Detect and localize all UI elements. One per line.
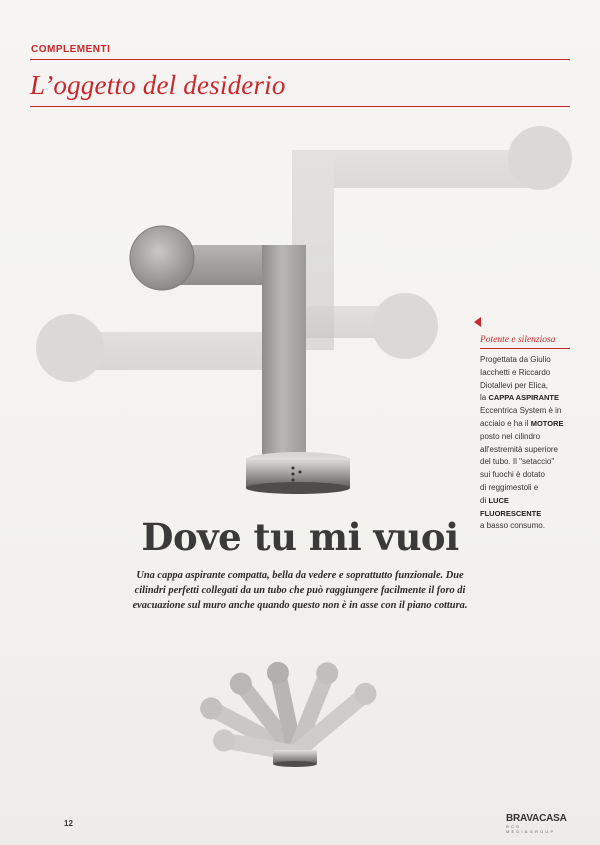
caption-line-emphasis: CAPPA ASPIRANTE	[488, 393, 560, 403]
caption-line	[480, 456, 570, 469]
caption-line-emphasis: MOTORE	[530, 418, 564, 428]
caption-line	[480, 482, 570, 495]
page-number: 12	[64, 819, 73, 828]
caption-line	[480, 367, 570, 380]
hood-base-cylinder	[246, 452, 350, 494]
caption-title: Potente e silenziosa	[480, 335, 556, 345]
positions-photo	[195, 635, 395, 775]
caption-line	[480, 405, 570, 418]
caption-line-text: Eccentrica System è in	[480, 406, 562, 416]
caption-line-text: a basso consumo.	[480, 521, 545, 531]
caption-line-text: Diotallevi per Elica,	[480, 380, 549, 390]
caret-left-icon	[474, 317, 482, 327]
caption-line-text: Iacchetti e Riccardo	[480, 367, 551, 377]
ghost-arm-left	[36, 314, 295, 382]
caption-line-text: posto nel cilindro	[480, 431, 541, 441]
page-headline: L’oggetto del desiderio	[30, 70, 286, 100]
section-label: COMPLEMENTI	[31, 44, 111, 55]
section-divider	[30, 59, 570, 60]
brand-subtitle: RCS MEDIAGROUP	[506, 824, 556, 834]
headline-divider	[30, 106, 570, 107]
caption-divider	[480, 348, 570, 349]
caption-line	[480, 380, 570, 393]
caption-line	[480, 469, 570, 482]
caption-line-text: di reggimestoli e	[480, 482, 539, 492]
caption-line-text: all'estremità superiore	[480, 444, 559, 454]
caption-line-text: acciaio e ha il	[480, 418, 531, 428]
caption-line-text: Progettata da Giulio	[480, 355, 551, 364]
caption-line-text: di	[480, 495, 489, 505]
caption-line	[480, 354, 570, 367]
caption-line-emphasis: LUCE FLUORESCENTE	[480, 495, 542, 518]
article-deck: Una cappa aspirante compatta, bella da vedere e soprattutto funzionale. Due cilindri perfetti collegati da un tubo che può raggiungere facilmente il foro di evacuazione sul muro anche quando questo non è in asse con il piano cottura.	[132, 570, 468, 611]
caption-line	[480, 444, 570, 457]
caption-line	[480, 431, 570, 444]
caption-line-text: la	[480, 393, 489, 403]
caption-line	[480, 418, 570, 431]
caption-line	[480, 392, 570, 405]
product-caption	[478, 318, 570, 533]
caption-line-text: del tubo. Il "setaccio"	[480, 457, 555, 467]
article-title: Dove tu mi vuoi	[141, 515, 459, 559]
brand-logo: BRAVACASA	[506, 813, 567, 824]
caption-body	[478, 354, 570, 533]
caption-line-text: sui fuochi è dotato	[480, 470, 545, 480]
